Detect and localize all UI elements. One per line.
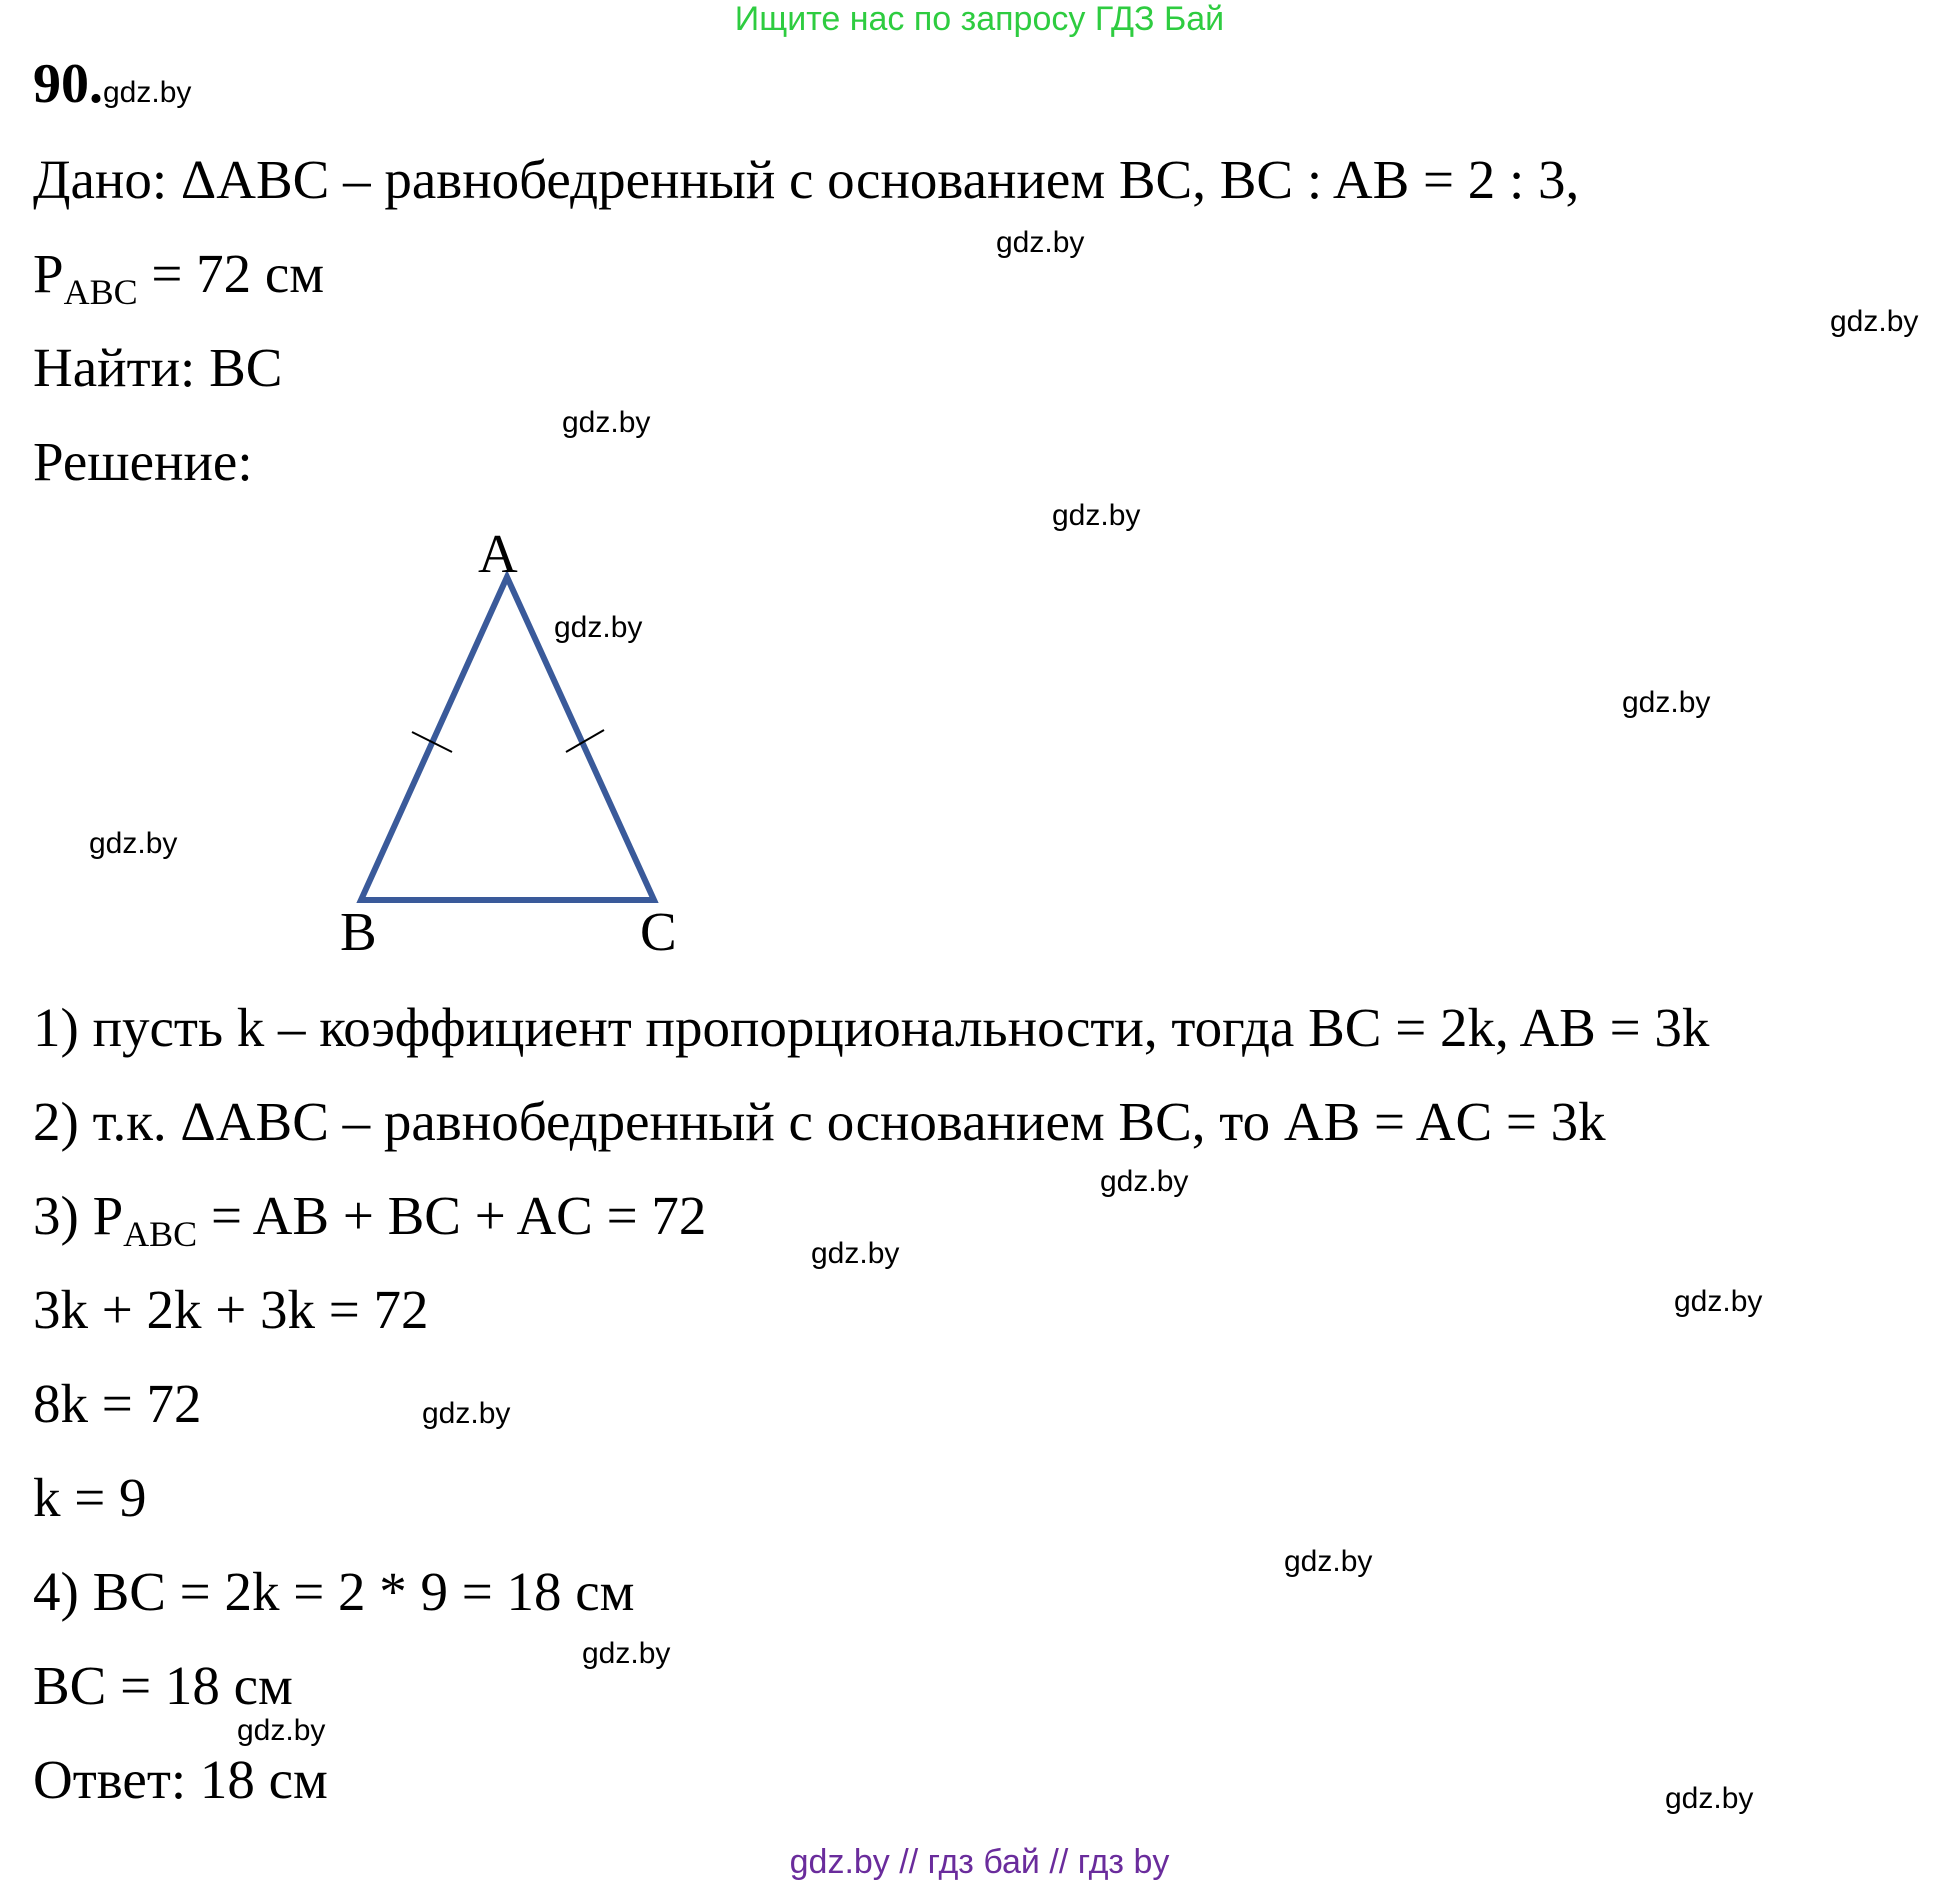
watermark: gdz.by [1622, 686, 1711, 719]
step-6: k = 9 [33, 1467, 147, 1528]
watermark: gdz.by [1052, 499, 1141, 532]
step-8: BC = 18 см [33, 1655, 293, 1716]
find-line: Найти: BC [33, 337, 283, 398]
perimeter-subscript: ABC [63, 272, 138, 312]
step-3-p: 3) P [33, 1185, 124, 1246]
watermark: gdz.by [1100, 1165, 1189, 1198]
watermark: gdz.by [811, 1237, 900, 1270]
step-3-equation: = AB + BC + AC = 72 [197, 1185, 707, 1246]
answer-line: Ответ: 18 см [33, 1749, 328, 1810]
footer-links: gdz.by // гдз бай // гдз by [789, 1843, 1170, 1881]
problem-number-text: 90. [33, 53, 103, 115]
vertex-label-a: A [478, 523, 518, 584]
watermark: gdz.by [1665, 1782, 1754, 1815]
watermark: gdz.by [422, 1397, 511, 1430]
step-1: 1) пусть k – коэффициент пропорциональности, тогда BC = 2k, AB = 3k [33, 997, 1710, 1058]
watermark: gdz.by [237, 1714, 326, 1747]
step-4: 3k + 2k + 3k = 72 [33, 1279, 429, 1340]
watermark: gdz.by [562, 406, 651, 439]
watermark: gdz.by [103, 76, 192, 109]
watermark: gdz.by [1830, 305, 1919, 338]
given-line: Дано: ΔABC – равнобедренный с основанием BC, BC : AB = 2 : 3, [33, 149, 1580, 210]
step-3-subscript: ABC [123, 1214, 198, 1254]
step-2: 2) т.к. ΔABC – равнобедренный с основанием BC, то AB = AC = 3k [33, 1091, 1606, 1152]
search-banner: Ищите нас по запросу ГДЗ Бай [734, 0, 1225, 38]
vertex-label-b: B [340, 901, 377, 962]
solution-title: Решение: [33, 431, 253, 492]
step-5: 8k = 72 [33, 1373, 202, 1434]
step-7: 4) BC = 2k = 2 * 9 = 18 см [33, 1561, 635, 1622]
watermark: gdz.by [1674, 1285, 1763, 1318]
step-3 [33, 1184, 706, 1255]
perimeter-p: P [33, 243, 64, 304]
vertex-label-c: C [640, 901, 677, 962]
watermark: gdz.by [582, 1637, 671, 1670]
perimeter-value: = 72 см [137, 243, 325, 304]
watermark: gdz.by [89, 827, 178, 860]
watermark: gdz.by [1284, 1545, 1373, 1578]
watermark: gdz.by [554, 611, 643, 644]
watermark: gdz.by [996, 226, 1085, 259]
